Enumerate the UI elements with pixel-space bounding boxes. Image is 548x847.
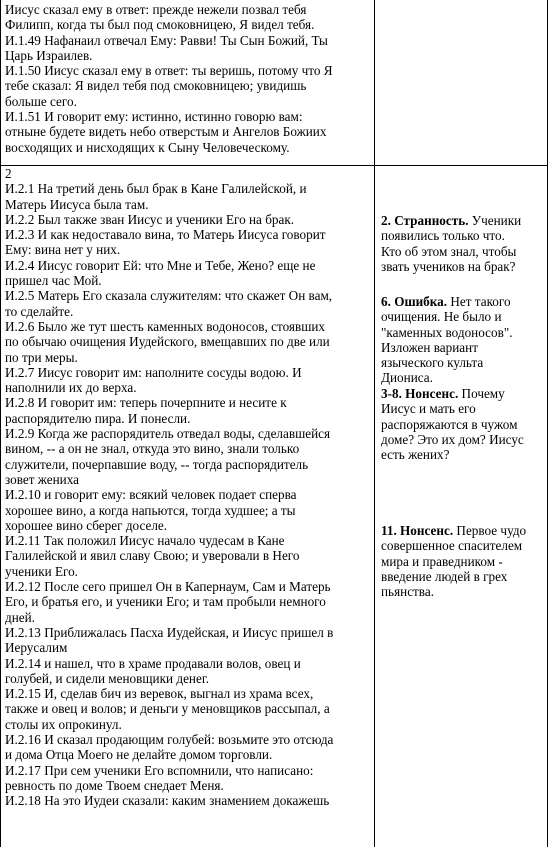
text-line: отныне будете видеть небо отверстым и Ангелов Божиих xyxy=(5,124,327,140)
text-line: И.2.17 При сем ученики Его вспомнили, что написано: xyxy=(5,762,314,778)
text-line: И.2.7 Иисус говорит им: наполните сосуды водою. И xyxy=(5,364,302,380)
text-line: И.1.49 Нафанаил отвечал Ему: Равви! Ты Сын Божий, Ты xyxy=(5,32,328,48)
note-line: распоряжаются в чужом xyxy=(381,416,518,432)
note-heading: 3-8. Нонсенс. xyxy=(381,386,459,401)
note-line: "каменных водоносов". xyxy=(381,324,513,340)
text-line: Филипп, когда ты был под смоковницею, Я видел тебя. xyxy=(5,17,315,33)
text-line: И.2.3 И как недоставало вина, то Матерь Иисуса говорит xyxy=(5,227,326,243)
text-line: восходящих и нисходящих к Сыну Человеческому. xyxy=(5,139,290,155)
text-line: И.2.11 Так положил Иисус начало чудесам в Кане xyxy=(5,533,285,549)
text-line: И.2.9 Когда же распорядитель отведал воды, сделавшейся xyxy=(5,426,331,442)
note-line: Кто об этом знал, чтобы xyxy=(381,243,517,259)
note-line: совершенное спасителем xyxy=(381,538,523,554)
top-row-notes-cell xyxy=(375,0,547,165)
text-line: наполнили их до верха. xyxy=(5,380,137,396)
note-error xyxy=(381,294,545,386)
text-line: служители, почерпавшие воду, -- тогда распорядитель xyxy=(5,456,309,472)
note-heading: 6. Ошибка. xyxy=(381,294,448,309)
text-line: И.2.4 Иисус говорит Ей: что Мне и Тебе, Жено? еще не xyxy=(5,257,316,273)
text-line: И.2.8 И говорит им: теперь почерпните и несите к xyxy=(5,395,287,411)
note-line: появились только что. xyxy=(381,228,505,244)
text-line: И.2.14 и нашел, что в храме продавали волов, овец и xyxy=(5,655,301,671)
text-line: И.1.50 Иисус сказал ему в ответ: ты веришь, потому что Я xyxy=(5,63,333,79)
note-nonsense-3-8 xyxy=(381,386,545,462)
note-line: очищения. Не было и xyxy=(381,309,502,325)
text-line: вином, -- а он не знал, откуда это вино, знали только xyxy=(5,441,300,457)
note-line: 11. Нонсенс. Первое чудо xyxy=(381,523,527,538)
note-line: 2. Странность. Ученики xyxy=(381,213,522,228)
text-line: распорядителю пира. И понесли. xyxy=(5,410,191,426)
text-line: ревность по доме Твоем снедает Меня. xyxy=(5,777,224,793)
text-line: Ему: вина нет у них. xyxy=(5,242,121,258)
note-line: языческого культа xyxy=(381,355,484,371)
note-line: 3-8. Нонсенс. Почему xyxy=(381,386,505,401)
top-row-scripture-cell xyxy=(5,2,367,155)
text-line: И.2.5 Матерь Его сказала служителям: что скажет Он вам, xyxy=(5,288,333,304)
text-line: Иисус сказал ему в ответ: прежде нежели позвал тебя xyxy=(5,2,307,17)
text-line: столы их опрокинул. xyxy=(5,716,122,732)
text-line: 2 xyxy=(5,166,12,181)
note-line: мира и праведником - xyxy=(381,553,503,569)
text-line: зовет жениха xyxy=(5,471,79,487)
text-line: Царь Израилев. xyxy=(5,47,93,63)
text-line: И.2.2 Был также зван Иисус и ученики Его на брак. xyxy=(5,211,295,227)
note-heading: 11. Нонсенс. xyxy=(381,523,454,538)
text-line: дней. xyxy=(5,609,35,625)
note-line: есть жених? xyxy=(381,447,450,463)
note-line: Изложен вариант xyxy=(381,339,478,355)
note-strangeness xyxy=(381,213,545,274)
text-line: больше сего. xyxy=(5,93,77,109)
text-line: И.2.16 И сказал продающим голубей: возьмите это отсюда xyxy=(5,731,334,747)
note-line: введение людей в грех xyxy=(381,568,508,584)
note-line: пьянства. xyxy=(381,584,435,600)
note-line: доме? Это их дом? Иисус xyxy=(381,431,524,447)
note-line: 6. Ошибка. Нет такого xyxy=(381,294,511,309)
text-line: и дома Отца Моего не делайте домом торговли. xyxy=(5,747,273,763)
text-line: И.2.1 На третий день был брак в Кане Галилейской, и xyxy=(5,181,307,197)
text-line: по три меры. xyxy=(5,349,78,365)
text-line: также и овец и волов; и деньги у меновщиков рассыпал, а xyxy=(5,701,330,717)
main-row-scripture-cell xyxy=(5,166,367,808)
note-heading: 2. Странность. xyxy=(381,213,469,228)
text-line: Его, и братья его, и ученики Его; и там пробыли немного xyxy=(5,594,326,610)
text-line: по обычаю очищения Иудейского, вмещавших по две или xyxy=(5,334,330,350)
text-line: И.2.6 Было же тут шесть каменных водоносов, стоявших xyxy=(5,318,326,334)
note-line: Диониса. xyxy=(381,370,433,386)
table-border-left xyxy=(0,0,1,847)
text-line: то сделайте. xyxy=(5,303,74,319)
text-line: хорошее вино, а когда напьются, тогда худшее; а ты xyxy=(5,502,296,518)
text-line: И.1.51 И говорит ему: истинно, истинно говорю вам: xyxy=(5,109,303,125)
text-line: голубей, и сидели меновщики денег. xyxy=(5,670,210,686)
text-line: И.2.15 И, сделав бич из веревок, выгнал из храма всех, xyxy=(5,686,314,702)
text-line: Галилейской и явил славу Свою; и уверовали в Него xyxy=(5,548,300,564)
text-line: И.2.18 На это Иудеи сказали: каким знамением докажешь xyxy=(5,793,330,809)
text-line: пришел час Мой. xyxy=(5,273,102,289)
text-line: тебе сказал: Я видел тебя под смоковницею; увидишь xyxy=(5,78,307,94)
note-line: Иисус и мать его xyxy=(381,401,476,417)
note-nonsense-11 xyxy=(381,523,545,599)
text-line: И.2.10 и говорит ему: всякий человек подает сперва xyxy=(5,487,297,503)
note-line: звать учеников на брак? xyxy=(381,258,516,274)
text-line: Иерусалим xyxy=(5,640,68,656)
text-line: И.2.12 После сего пришел Он в Капернаум, Сам и Матерь xyxy=(5,579,331,595)
text-line: хорошее вино сберег доселе. xyxy=(5,517,168,533)
text-line: Матерь Иисуса была там. xyxy=(5,196,149,212)
text-line: И.2.13 Приближалась Пасха Иудейская, и Иисус пришел в xyxy=(5,624,334,640)
text-line: ученики Его. xyxy=(5,563,78,579)
